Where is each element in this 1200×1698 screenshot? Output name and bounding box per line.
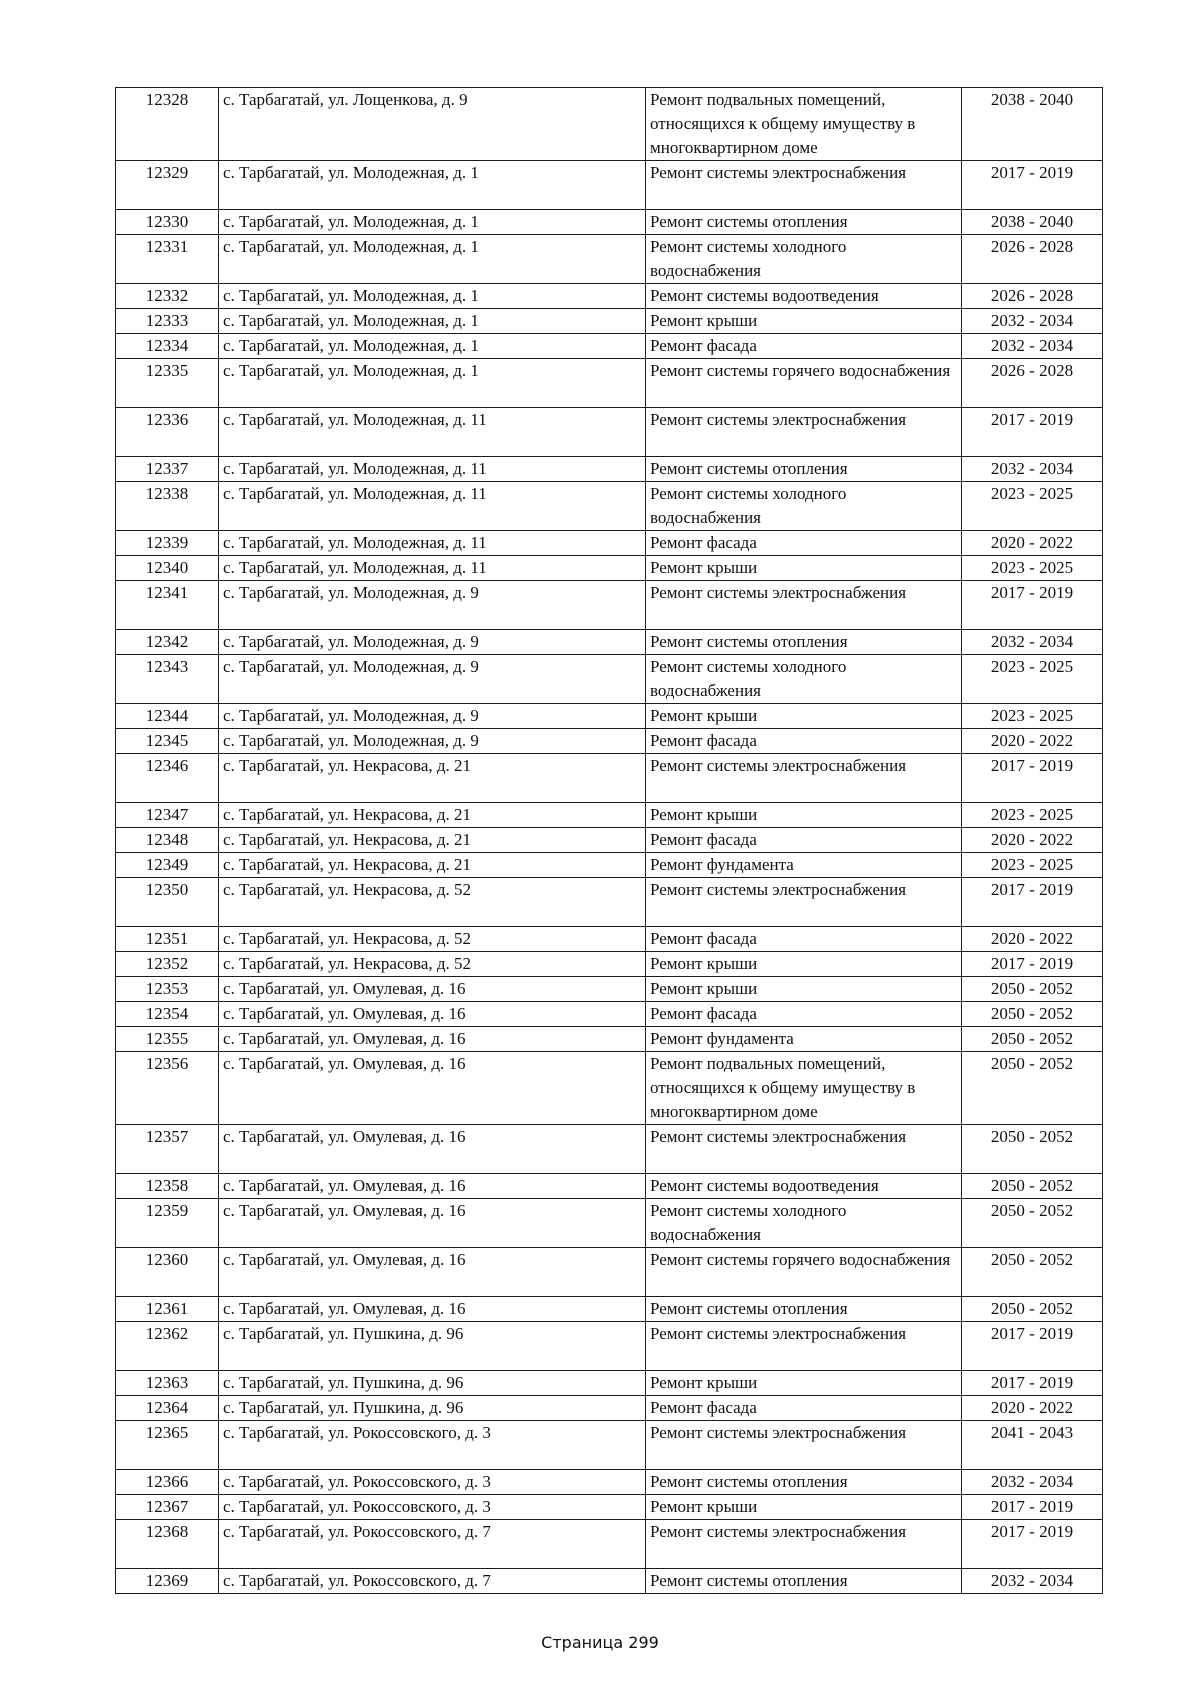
address-cell: с. Тарбагатай, ул. Молодежная, д. 11 (219, 457, 646, 482)
table-row (116, 359, 1103, 408)
address-cell: с. Тарбагатай, ул. Молодежная, д. 1 (219, 309, 646, 334)
work-type-cell: Ремонт фасада (646, 531, 962, 556)
table-row (116, 556, 1103, 581)
row-number-cell: 12336 (116, 408, 219, 457)
row-number-cell: 12353 (116, 977, 219, 1002)
period-cell: 2017 - 2019 (962, 1322, 1103, 1371)
period-cell: 2050 - 2052 (962, 1199, 1103, 1248)
address-cell: с. Тарбагатай, ул. Молодежная, д. 9 (219, 581, 646, 630)
work-type-cell: Ремонт крыши (646, 1371, 962, 1396)
work-type-cell: Ремонт подвальных помещений, относящихся к общему имуществу в многоквартирном доме (646, 88, 962, 161)
work-type-cell: Ремонт системы отопления (646, 1297, 962, 1322)
work-type-cell: Ремонт крыши (646, 977, 962, 1002)
table-row (116, 1421, 1103, 1470)
table-row (116, 1396, 1103, 1421)
period-cell: 2017 - 2019 (962, 1371, 1103, 1396)
row-number-cell: 12356 (116, 1052, 219, 1125)
table-row (116, 334, 1103, 359)
work-type-cell: Ремонт системы электроснабжения (646, 1125, 962, 1174)
address-cell: с. Тарбагатай, ул. Омулевая, д. 16 (219, 1125, 646, 1174)
period-cell: 2023 - 2025 (962, 853, 1103, 878)
period-cell: 2020 - 2022 (962, 1396, 1103, 1421)
table-row (116, 1495, 1103, 1520)
row-number-cell: 12366 (116, 1470, 219, 1495)
table-row (116, 977, 1103, 1002)
address-cell: с. Тарбагатай, ул. Рокоссовского, д. 3 (219, 1470, 646, 1495)
period-cell: 2017 - 2019 (962, 161, 1103, 210)
row-number-cell: 12328 (116, 88, 219, 161)
period-cell: 2032 - 2034 (962, 309, 1103, 334)
address-cell: с. Тарбагатай, ул. Омулевая, д. 16 (219, 1248, 646, 1297)
page-number: Страница 299 (541, 1633, 659, 1652)
period-cell: 2017 - 2019 (962, 1495, 1103, 1520)
address-cell: с. Тарбагатай, ул. Молодежная, д. 9 (219, 704, 646, 729)
period-cell: 2038 - 2040 (962, 88, 1103, 161)
table-row (116, 482, 1103, 531)
table-row (116, 1371, 1103, 1396)
work-type-cell: Ремонт системы электроснабжения (646, 161, 962, 210)
table-row (116, 853, 1103, 878)
work-type-cell: Ремонт системы водоотведения (646, 284, 962, 309)
table-row (116, 457, 1103, 482)
work-type-cell: Ремонт системы отопления (646, 630, 962, 655)
period-cell: 2017 - 2019 (962, 408, 1103, 457)
row-number-cell: 12345 (116, 729, 219, 754)
row-number-cell: 12351 (116, 927, 219, 952)
table-row (116, 878, 1103, 927)
address-cell: с. Тарбагатай, ул. Молодежная, д. 9 (219, 655, 646, 704)
table-row (116, 1470, 1103, 1495)
work-type-cell: Ремонт системы отопления (646, 210, 962, 235)
period-cell: 2017 - 2019 (962, 952, 1103, 977)
work-type-cell: Ремонт фасада (646, 1002, 962, 1027)
address-cell: с. Тарбагатай, ул. Молодежная, д. 1 (219, 210, 646, 235)
address-cell: с. Тарбагатай, ул. Молодежная, д. 11 (219, 531, 646, 556)
address-cell: с. Тарбагатай, ул. Омулевая, д. 16 (219, 1002, 646, 1027)
work-type-cell: Ремонт системы отопления (646, 1569, 962, 1594)
period-cell: 2038 - 2040 (962, 210, 1103, 235)
work-type-cell: Ремонт фасада (646, 1396, 962, 1421)
table-row (116, 88, 1103, 161)
work-type-cell: Ремонт фасада (646, 828, 962, 853)
address-cell: с. Тарбагатай, ул. Лощенкова, д. 9 (219, 88, 646, 161)
table-row (116, 655, 1103, 704)
table-row (116, 704, 1103, 729)
address-cell: с. Тарбагатай, ул. Омулевая, д. 16 (219, 1174, 646, 1199)
period-cell: 2026 - 2028 (962, 359, 1103, 408)
work-type-cell: Ремонт системы электроснабжения (646, 1322, 962, 1371)
address-cell: с. Тарбагатай, ул. Пушкина, д. 96 (219, 1322, 646, 1371)
table-row (116, 1052, 1103, 1125)
period-cell: 2032 - 2034 (962, 630, 1103, 655)
table-row (116, 803, 1103, 828)
row-number-cell: 12358 (116, 1174, 219, 1199)
work-type-cell: Ремонт подвальных помещений, относящихся к общему имуществу в многоквартирном доме (646, 1052, 962, 1125)
row-number-cell: 12347 (116, 803, 219, 828)
table-row (116, 284, 1103, 309)
table-row (116, 1520, 1103, 1569)
row-number-cell: 12337 (116, 457, 219, 482)
work-type-cell: Ремонт системы горячего водоснабжения (646, 1248, 962, 1297)
address-cell: с. Тарбагатай, ул. Некрасова, д. 52 (219, 952, 646, 977)
work-type-cell: Ремонт системы отопления (646, 457, 962, 482)
table-row (116, 927, 1103, 952)
row-number-cell: 12369 (116, 1569, 219, 1594)
work-type-cell: Ремонт фасада (646, 334, 962, 359)
address-cell: с. Тарбагатай, ул. Омулевая, д. 16 (219, 977, 646, 1002)
work-type-cell: Ремонт системы электроснабжения (646, 581, 962, 630)
period-cell: 2017 - 2019 (962, 754, 1103, 803)
row-number-cell: 12368 (116, 1520, 219, 1569)
row-number-cell: 12352 (116, 952, 219, 977)
work-type-cell: Ремонт крыши (646, 556, 962, 581)
period-cell: 2017 - 2019 (962, 1520, 1103, 1569)
row-number-cell: 12335 (116, 359, 219, 408)
row-number-cell: 12343 (116, 655, 219, 704)
repair-schedule-table (115, 87, 1103, 1594)
table-row (116, 1125, 1103, 1174)
row-number-cell: 12363 (116, 1371, 219, 1396)
work-type-cell: Ремонт фундамента (646, 1027, 962, 1052)
period-cell: 2017 - 2019 (962, 581, 1103, 630)
work-type-cell: Ремонт фасада (646, 927, 962, 952)
work-type-cell: Ремонт крыши (646, 309, 962, 334)
address-cell: с. Тарбагатай, ул. Омулевая, д. 16 (219, 1297, 646, 1322)
address-cell: с. Тарбагатай, ул. Омулевая, д. 16 (219, 1199, 646, 1248)
address-cell: с. Тарбагатай, ул. Некрасова, д. 21 (219, 853, 646, 878)
row-number-cell: 12332 (116, 284, 219, 309)
table-row (116, 210, 1103, 235)
address-cell: с. Тарбагатай, ул. Молодежная, д. 1 (219, 359, 646, 408)
address-cell: с. Тарбагатай, ул. Некрасова, д. 21 (219, 803, 646, 828)
address-cell: с. Тарбагатай, ул. Рокоссовского, д. 7 (219, 1520, 646, 1569)
period-cell: 2050 - 2052 (962, 977, 1103, 1002)
work-type-cell: Ремонт системы электроснабжения (646, 878, 962, 927)
period-cell: 2020 - 2022 (962, 729, 1103, 754)
period-cell: 2026 - 2028 (962, 284, 1103, 309)
table-row (116, 952, 1103, 977)
row-number-cell: 12355 (116, 1027, 219, 1052)
period-cell: 2020 - 2022 (962, 531, 1103, 556)
period-cell: 2020 - 2022 (962, 828, 1103, 853)
table-row (116, 161, 1103, 210)
table-row (116, 309, 1103, 334)
row-number-cell: 12364 (116, 1396, 219, 1421)
row-number-cell: 12342 (116, 630, 219, 655)
address-cell: с. Тарбагатай, ул. Пушкина, д. 96 (219, 1371, 646, 1396)
row-number-cell: 12362 (116, 1322, 219, 1371)
row-number-cell: 12367 (116, 1495, 219, 1520)
row-number-cell: 12338 (116, 482, 219, 531)
row-number-cell: 12357 (116, 1125, 219, 1174)
period-cell: 2050 - 2052 (962, 1248, 1103, 1297)
work-type-cell: Ремонт системы водоотведения (646, 1174, 962, 1199)
work-type-cell: Ремонт крыши (646, 1495, 962, 1520)
period-cell: 2050 - 2052 (962, 1027, 1103, 1052)
address-cell: с. Тарбагатай, ул. Молодежная, д. 11 (219, 408, 646, 457)
row-number-cell: 12333 (116, 309, 219, 334)
work-type-cell: Ремонт фасада (646, 729, 962, 754)
address-cell: с. Тарбагатай, ул. Молодежная, д. 1 (219, 284, 646, 309)
address-cell: с. Тарбагатай, ул. Молодежная, д. 9 (219, 729, 646, 754)
work-type-cell: Ремонт системы холодного водоснабжения (646, 235, 962, 284)
work-type-cell: Ремонт системы электроснабжения (646, 1520, 962, 1569)
table-row (116, 1248, 1103, 1297)
period-cell: 2026 - 2028 (962, 235, 1103, 284)
table-row (116, 1569, 1103, 1594)
row-number-cell: 12331 (116, 235, 219, 284)
period-cell: 2023 - 2025 (962, 803, 1103, 828)
work-type-cell: Ремонт системы отопления (646, 1470, 962, 1495)
row-number-cell: 12341 (116, 581, 219, 630)
work-type-cell: Ремонт системы электроснабжения (646, 408, 962, 457)
address-cell: с. Тарбагатай, ул. Рокоссовского, д. 7 (219, 1569, 646, 1594)
row-number-cell: 12346 (116, 754, 219, 803)
table-row (116, 1174, 1103, 1199)
work-type-cell: Ремонт системы холодного водоснабжения (646, 655, 962, 704)
period-cell: 2023 - 2025 (962, 556, 1103, 581)
row-number-cell: 12349 (116, 853, 219, 878)
address-cell: с. Тарбагатай, ул. Некрасова, д. 21 (219, 828, 646, 853)
address-cell: с. Тарбагатай, ул. Омулевая, д. 16 (219, 1027, 646, 1052)
period-cell: 2023 - 2025 (962, 482, 1103, 531)
address-cell: с. Тарбагатай, ул. Молодежная, д. 11 (219, 556, 646, 581)
row-number-cell: 12348 (116, 828, 219, 853)
address-cell: с. Тарбагатай, ул. Рокоссовского, д. 3 (219, 1495, 646, 1520)
table-row (116, 729, 1103, 754)
table-row (116, 630, 1103, 655)
work-type-cell: Ремонт системы горячего водоснабжения (646, 359, 962, 408)
period-cell: 2032 - 2034 (962, 457, 1103, 482)
address-cell: с. Тарбагатай, ул. Молодежная, д. 1 (219, 161, 646, 210)
period-cell: 2050 - 2052 (962, 1174, 1103, 1199)
table-row (116, 531, 1103, 556)
table-row (116, 1027, 1103, 1052)
work-type-cell: Ремонт фундамента (646, 853, 962, 878)
address-cell: с. Тарбагатай, ул. Рокоссовского, д. 3 (219, 1421, 646, 1470)
table-row (116, 1297, 1103, 1322)
period-cell: 2017 - 2019 (962, 878, 1103, 927)
period-cell: 2032 - 2034 (962, 1569, 1103, 1594)
table-row (116, 581, 1103, 630)
work-type-cell: Ремонт крыши (646, 704, 962, 729)
row-number-cell: 12350 (116, 878, 219, 927)
period-cell: 2050 - 2052 (962, 1002, 1103, 1027)
period-cell: 2050 - 2052 (962, 1125, 1103, 1174)
table-row (116, 1199, 1103, 1248)
work-type-cell: Ремонт системы электроснабжения (646, 1421, 962, 1470)
table-row (116, 1002, 1103, 1027)
address-cell: с. Тарбагатай, ул. Пушкина, д. 96 (219, 1396, 646, 1421)
row-number-cell: 12360 (116, 1248, 219, 1297)
row-number-cell: 12354 (116, 1002, 219, 1027)
address-cell: с. Тарбагатай, ул. Некрасова, д. 21 (219, 754, 646, 803)
table-row (116, 408, 1103, 457)
row-number-cell: 12365 (116, 1421, 219, 1470)
table-row (116, 828, 1103, 853)
work-type-cell: Ремонт системы холодного водоснабжения (646, 1199, 962, 1248)
period-cell: 2020 - 2022 (962, 927, 1103, 952)
period-cell: 2041 - 2043 (962, 1421, 1103, 1470)
row-number-cell: 12334 (116, 334, 219, 359)
address-cell: с. Тарбагатай, ул. Молодежная, д. 1 (219, 334, 646, 359)
table-body (116, 88, 1103, 1594)
period-cell: 2050 - 2052 (962, 1297, 1103, 1322)
work-type-cell: Ремонт системы электроснабжения (646, 754, 962, 803)
address-cell: с. Тарбагатай, ул. Некрасова, д. 52 (219, 878, 646, 927)
period-cell: 2032 - 2034 (962, 334, 1103, 359)
row-number-cell: 12339 (116, 531, 219, 556)
address-cell: с. Тарбагатай, ул. Некрасова, д. 52 (219, 927, 646, 952)
row-number-cell: 12344 (116, 704, 219, 729)
period-cell: 2032 - 2034 (962, 1470, 1103, 1495)
row-number-cell: 12329 (116, 161, 219, 210)
table-row (116, 1322, 1103, 1371)
row-number-cell: 12361 (116, 1297, 219, 1322)
period-cell: 2050 - 2052 (962, 1052, 1103, 1125)
row-number-cell: 12340 (116, 556, 219, 581)
period-cell: 2023 - 2025 (962, 655, 1103, 704)
work-type-cell: Ремонт крыши (646, 803, 962, 828)
work-type-cell: Ремонт крыши (646, 952, 962, 977)
row-number-cell: 12330 (116, 210, 219, 235)
address-cell: с. Тарбагатай, ул. Молодежная, д. 9 (219, 630, 646, 655)
table-row (116, 754, 1103, 803)
work-type-cell: Ремонт системы холодного водоснабжения (646, 482, 962, 531)
address-cell: с. Тарбагатай, ул. Омулевая, д. 16 (219, 1052, 646, 1125)
row-number-cell: 12359 (116, 1199, 219, 1248)
address-cell: с. Тарбагатай, ул. Молодежная, д. 1 (219, 235, 646, 284)
address-cell: с. Тарбагатай, ул. Молодежная, д. 11 (219, 482, 646, 531)
table-row (116, 235, 1103, 284)
period-cell: 2023 - 2025 (962, 704, 1103, 729)
